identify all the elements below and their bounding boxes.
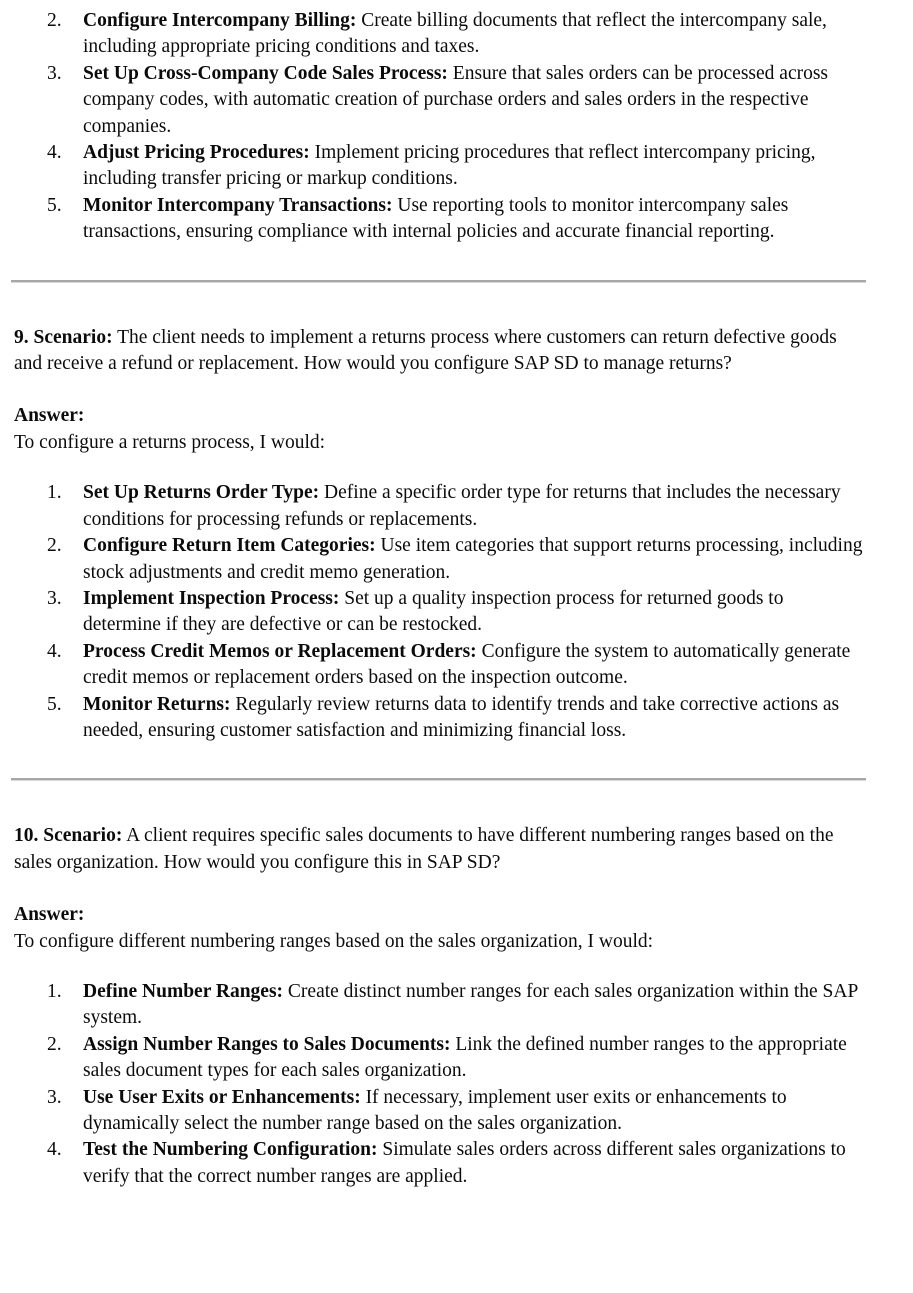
list-item [0, 692, 913, 745]
list-item-lead: Define Number Ranges: [83, 980, 284, 1002]
question-10-answer-intro: To configure different numbering ranges based on the sales organization, I would: [14, 930, 654, 952]
spacer-q10-list [0, 955, 913, 979]
spacer-before-divider-1 [0, 246, 913, 280]
list-marker: 1. [47, 980, 62, 1002]
question-9-scenario [0, 325, 913, 378]
list-item [0, 533, 913, 586]
list-item [0, 1085, 913, 1138]
list-marker: 5. [47, 194, 62, 216]
list-item [0, 140, 913, 193]
list-marker: 3. [47, 1086, 62, 1108]
list-marker: 2. [47, 10, 62, 31]
list-item-body: Implement pricing procedures that reflect intercompany pricing, including transfer pricing or markup conditions. [83, 142, 816, 190]
list-item-body: Simulate sales orders across different sales organizations to verify that the correct number ranges are applied. [83, 1139, 846, 1187]
question-9-answer-label: Answer: [14, 405, 85, 427]
list-item-body: Configure the system to automatically generate credit memos or replacement orders based on the inspection outcome. [83, 640, 851, 689]
list-item [0, 1137, 913, 1190]
list-item [0, 979, 913, 1032]
list-item-lead: Use User Exits or Enhancements: [83, 1086, 361, 1108]
question-10-scenario-text: A client requires specific sales documents to have different numbering ranges based on the sales organization. How would you configure this in SAP SD? [14, 825, 834, 873]
section-8-continued-list [0, 8, 913, 246]
list-item-lead: Set Up Cross-Company Code Sales Process: [83, 62, 448, 84]
list-marker: 4. [47, 640, 62, 662]
spacer-q9-answer [0, 377, 913, 403]
list-item-lead: Adjust Pricing Procedures: [83, 142, 310, 164]
question-10-scenario-label: Scenario: [43, 825, 123, 847]
list-item-body: Ensure that sales orders can be processed across company codes, with automatic creation of purchase orders and sales orders in the respective companies. [83, 62, 829, 137]
list-item [0, 1032, 913, 1085]
list-item-lead: Test the Numbering Configuration: [83, 1139, 378, 1161]
list-item-lead: Process Credit Memos or Replacement Orders: [83, 640, 477, 662]
list-marker: 5. [47, 693, 62, 715]
spacer-q9-list [0, 456, 913, 480]
list-item-lead: Configure Return Item Categories: [83, 535, 376, 557]
question-10-answer-label: Answer: [14, 904, 85, 926]
question-10-number: 10. [14, 825, 39, 847]
list-item-lead: Monitor Returns: [83, 693, 231, 715]
question-9-list [0, 480, 913, 744]
question-10-list [0, 979, 913, 1190]
list-item-body: Use reporting tools to monitor intercompany sales transactions, ensuring compliance with internal policies and accurate financial reporting. [83, 194, 789, 243]
spacer-after-divider-2 [0, 781, 913, 823]
list-item-body: Use item categories that support returns processing, including stock adjustments and credit memo generation. [83, 535, 863, 583]
list-item [0, 193, 913, 246]
list-item [0, 639, 913, 692]
list-marker: 2. [47, 1033, 62, 1055]
list-marker: 4. [47, 142, 62, 164]
list-marker: 3. [47, 62, 62, 84]
list-item-body: Link the defined number ranges to the appropriate sales document types for each sales organization. [83, 1033, 847, 1082]
list-item-lead: Monitor Intercompany Transactions: [83, 194, 393, 216]
list-item-body: Define a specific order type for returns that includes the necessary conditions for processing refunds or replacements. [83, 482, 841, 530]
list-marker: 4. [47, 1139, 62, 1161]
list-marker: 1. [47, 482, 62, 504]
spacer-before-divider-2 [0, 744, 913, 778]
list-item [0, 480, 913, 533]
spacer-after-divider-1 [0, 283, 913, 325]
list-marker: 2. [47, 535, 62, 557]
top-spacer [0, 0, 913, 8]
list-item-lead: Implement Inspection Process: [83, 587, 340, 609]
question-9-scenario-text: The client needs to implement a returns process where customers can return defective goods and receive a refund or replacement. How would you configure SAP SD to manage returns? [14, 326, 837, 375]
list-item-lead: Assign Number Ranges to Sales Documents: [83, 1033, 451, 1055]
list-item-body: Set up a quality inspection process for returned goods to determine if they are defective or can be restocked. [83, 587, 784, 636]
question-9-scenario-label: Scenario: [33, 326, 113, 348]
list-marker: 3. [47, 587, 62, 609]
question-9-number: 9. [14, 326, 29, 348]
list-item-body: Create billing documents that reflect the intercompany sale, including appropriate pricing conditions and taxes. [83, 10, 827, 58]
list-item-body: Regularly review returns data to identify trends and take corrective actions as needed, ensuring customer satisfaction and minimizing financial loss. [83, 693, 840, 741]
list-item-lead: Set Up Returns Order Type: [83, 482, 320, 504]
list-item [0, 61, 913, 140]
list-item-body: Create distinct number ranges for each sales organization within the SAP system. [83, 980, 858, 1029]
list-item [0, 586, 913, 639]
list-item [0, 8, 913, 61]
question-10-scenario [0, 823, 913, 876]
spacer-q10-answer [0, 876, 913, 902]
list-item-lead: Configure Intercompany Billing: [83, 10, 357, 31]
list-item-body: If necessary, implement user exits or enhancements to dynamically select the number range based on the sales organization. [83, 1086, 787, 1134]
question-9-answer-intro: To configure a returns process, I would: [14, 431, 326, 453]
